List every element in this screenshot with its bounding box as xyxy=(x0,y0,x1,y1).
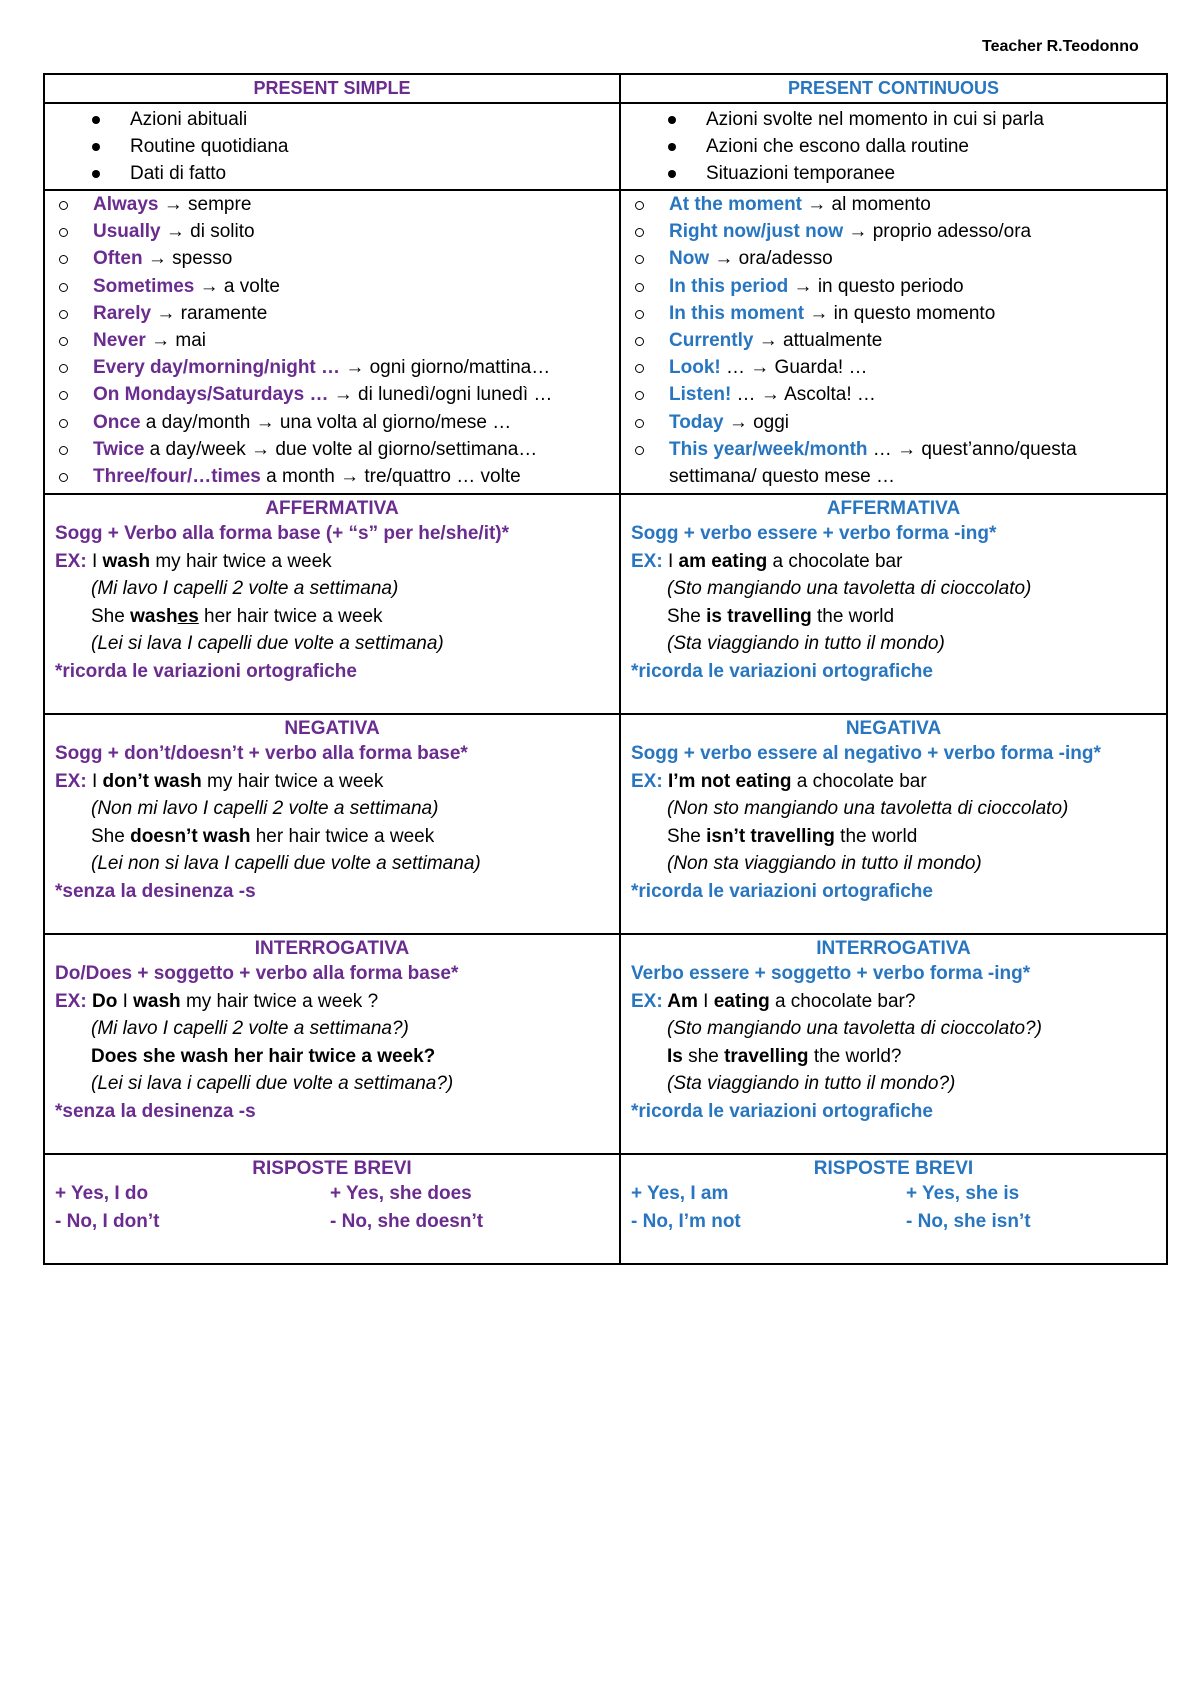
rule: Verbo essere + soggetto + verbo forma -ing* xyxy=(631,963,1031,984)
note: *senza la desinenza -s xyxy=(55,1100,256,1122)
list-item: Azioni svolte nel momento in cui si parla xyxy=(621,106,1166,133)
continuous-short-answers xyxy=(620,1154,1167,1264)
short-answer-row: - No, I don’t - No, she doesn’t xyxy=(55,1210,484,1232)
section-title: AFFERMATIVA xyxy=(826,498,961,519)
continuous-uses xyxy=(620,103,1167,190)
rule: Do/Does + soggetto + verbo alla forma base* xyxy=(55,963,459,984)
note: *ricorda le variazioni ortografiche xyxy=(631,880,933,902)
adverb-item: Three/four/…times a month → tre/quattro … volte xyxy=(45,463,619,490)
translation: (Lei non si lava I capelli due volte a settimana) xyxy=(91,853,481,874)
translation: (Non sto mangiando una tavoletta di cioccolato) xyxy=(667,798,1069,819)
short-answer-row: + Yes, I do + Yes, she does xyxy=(55,1183,472,1204)
simple-question xyxy=(44,934,620,1154)
example: EX: I’m not eating a chocolate bar xyxy=(631,770,927,792)
tense-comparison-table xyxy=(43,73,1168,1265)
continuous-question xyxy=(620,934,1167,1154)
translation: (Non sta viaggiando in tutto il mondo) xyxy=(667,853,982,874)
note: *ricorda le variazioni ortografiche xyxy=(631,660,933,682)
simple-uses xyxy=(44,103,620,190)
adverb-item: Today → oggi xyxy=(621,409,1166,436)
section-title: AFFERMATIVA xyxy=(265,498,399,519)
adverb-item-continued: settimana/ questo mese … xyxy=(669,465,895,487)
rule: Sogg + don’t/doesn’t + verbo alla forma base* xyxy=(55,743,468,764)
note: *ricorda le variazioni ortografiche xyxy=(55,660,357,682)
translation: (Non mi lavo I capelli 2 volte a settimana) xyxy=(91,798,439,819)
adverb-item: Now → ora/adesso xyxy=(621,245,1166,272)
note: *senza la desinenza -s xyxy=(55,880,256,902)
translation: (Sta viaggiando in tutto il mondo) xyxy=(667,633,945,654)
list-item: Situazioni temporanee xyxy=(621,160,1166,187)
example: EX: I don’t wash my hair twice a week xyxy=(55,770,384,792)
list-item: Azioni che escono dalla routine xyxy=(621,133,1166,160)
rule: Sogg + verbo essere al negativo + verbo forma -ing* xyxy=(631,743,1101,764)
continuous-negative xyxy=(620,714,1167,934)
adverb-item: This year/week/month … → quest’anno/questa xyxy=(621,436,1166,463)
example: She isn’t travelling the world xyxy=(667,825,918,847)
adverb-item: Every day/morning/night … → ogni giorno/mattina… xyxy=(45,354,619,381)
adverb-item: Once a day/month → una volta al giorno/mese … xyxy=(45,409,619,436)
adverb-item: Right now/just now → proprio adesso/ora xyxy=(621,218,1166,245)
simple-short-answers xyxy=(44,1154,620,1264)
example: She is travelling the world xyxy=(667,605,895,627)
adverb-item: Often → spesso xyxy=(45,245,619,272)
simple-negative xyxy=(44,714,620,934)
adverb-item: On Mondays/Saturdays … → di lunedì/ogni lunedì … xyxy=(45,381,619,408)
section-title: RISPOSTE BREVI xyxy=(252,1158,412,1179)
continuous-affirmative xyxy=(620,494,1167,714)
example: Is she travelling the world? xyxy=(667,1045,902,1067)
translation: (Sto mangiando una tavoletta di cioccolato) xyxy=(667,578,1032,599)
translation: (Mi lavo I capelli 2 volte a settimana?) xyxy=(91,1018,409,1039)
adverb-item: At the moment → al momento xyxy=(621,191,1166,218)
translation: (Sto mangiando una tavoletta di cioccolato?) xyxy=(667,1018,1042,1039)
adverb-item: Look! … → Guarda! … xyxy=(621,354,1166,381)
adverb-item: Usually → di solito xyxy=(45,218,619,245)
example: EX: Am I eating a chocolate bar? xyxy=(631,990,916,1012)
simple-adverbs xyxy=(44,190,620,494)
simple-affirmative xyxy=(44,494,620,714)
example: EX: I am eating a chocolate bar xyxy=(631,550,903,572)
translation: (Lei si lava i capelli due volte a settimana?) xyxy=(91,1073,454,1094)
adverb-item: Always → sempre xyxy=(45,191,619,218)
adverb-item: Listen! … → Ascolta! … xyxy=(621,381,1166,408)
author-name: Teacher R.Teodonno xyxy=(982,38,1139,55)
list-item: Dati di fatto xyxy=(45,160,619,187)
continuous-title: PRESENT CONTINUOUS xyxy=(787,78,1000,98)
example: She washes her hair twice a week xyxy=(91,605,383,627)
translation: (Lei si lava I capelli due volte a settimana) xyxy=(91,633,444,654)
continuous-title-cell xyxy=(620,74,1167,103)
list-item: Routine quotidiana xyxy=(45,133,619,160)
adverb-item: In this period → in questo periodo xyxy=(621,273,1166,300)
adverb-item: Rarely → raramente xyxy=(45,300,619,327)
short-answer-row: - No, I’m not - No, she isn’t xyxy=(631,1210,1031,1232)
example: EX: I wash my hair twice a week xyxy=(55,550,332,572)
simple-title-cell xyxy=(44,74,620,103)
example: Does she wash her hair twice a week? xyxy=(91,1045,436,1067)
rule: Sogg + verbo essere + verbo forma -ing* xyxy=(631,523,997,544)
section-title: RISPOSTE BREVI xyxy=(813,1158,974,1179)
translation: (Mi lavo I capelli 2 volte a settimana) xyxy=(91,578,399,599)
short-answer-row: + Yes, I am + Yes, she is xyxy=(631,1183,1020,1204)
example: EX: Do I wash my hair twice a week ? xyxy=(55,990,379,1012)
adverb-item: Twice a day/week → due volte al giorno/settimana… xyxy=(45,436,619,463)
example: She doesn’t wash her hair twice a week xyxy=(91,825,435,847)
adverb-item: In this moment → in questo momento xyxy=(621,300,1166,327)
adverb-item: Sometimes → a volte xyxy=(45,273,619,300)
adverb-item: Never → mai xyxy=(45,327,619,354)
translation: (Sta viaggiando in tutto il mondo?) xyxy=(667,1073,956,1094)
rule: Sogg + Verbo alla forma base (+ “s” per he/she/it)* xyxy=(55,523,510,544)
list-item: Azioni abituali xyxy=(45,106,619,133)
section-title: NEGATIVA xyxy=(284,718,380,739)
section-title: INTERROGATIVA xyxy=(254,938,410,959)
simple-title: PRESENT SIMPLE xyxy=(253,78,411,98)
note: *ricorda le variazioni ortografiche xyxy=(631,1100,933,1122)
section-title: NEGATIVA xyxy=(845,718,942,739)
continuous-adverbs xyxy=(620,190,1167,494)
adverb-item: Currently → attualmente xyxy=(621,327,1166,354)
section-title: INTERROGATIVA xyxy=(816,938,971,959)
